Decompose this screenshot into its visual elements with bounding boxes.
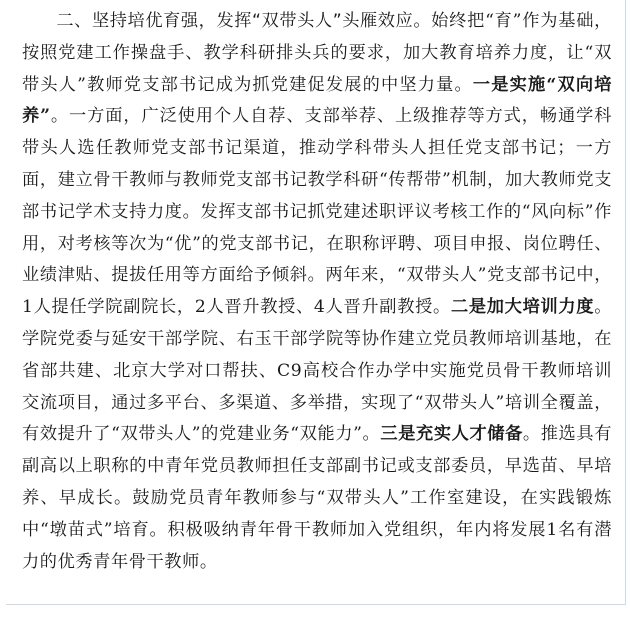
page-bottom-border	[6, 604, 626, 605]
bold-phrase-talent-reserve: 三是充实人才储备	[380, 424, 523, 445]
text-segment: 。一方面，广泛使用个人自荐、支部举荐、上级推荐等方式，畅通学科带头人选任教师党支部书记渠道，推动学科带头人担任党支部书记；一方面，建立骨干教师与教师党支部书记教学科研“传帮带”机制，加大教师党支部书记学术支持力度。发挥支部书记抓党建述职评议考核工作的“风向标”作用，对考核等次为“优”的党支部书记，在职称评聘、项目申报、岗位聘任、业绩津贴、提拔任用等方面给予倾斜。两年来，“双带头人”党支部书记中，1人提任学院副院长，2人晋升教授、4人晋升副教授。	[22, 106, 612, 318]
text-segment: 始终把“育”作为基础，按照党建工作操盘手、教学科研排头兵的要求，加大教育培养力度，让“双带头人”教师党支部书记成为抓党建促发展的中坚力量。	[22, 11, 612, 95]
text-segment: 。学院党委与延安干部学院、右玉干部学院等协作建立党员教师培训基地，在省部共建、北京大学对口帮扶、C9高校合作办学中实施党员骨干教师培训交流项目，通过多平台、多渠道、多举措，实现了“双带头人”培训全覆盖，有效提升了“双带头人”的党建业务“双能力”。	[22, 297, 612, 445]
bold-phrase-training-intensity: 二是加大培训力度	[450, 297, 595, 318]
text-segment: 。推选具有副高以上职称的中青年党员教师担任支部副书记或支部委员，早选苗、早培养、早成长。鼓励党员青年教师参与“双带头人”工作室建设，在实践锻炼中“墩苗式”培育。积极吸纳青年骨干教师加入党组织，年内将发展1名有潜力的优秀青年骨干教师。	[22, 424, 612, 572]
section-heading: 二、坚持培优育强，发挥“双带头人”头雁效应。	[56, 11, 432, 31]
bold-phrase-dual-training: 一是实施“双向培养”	[22, 74, 612, 127]
page-right-border	[625, 0, 626, 604]
document-paragraph	[22, 6, 612, 578]
document-page	[6, 0, 624, 619]
